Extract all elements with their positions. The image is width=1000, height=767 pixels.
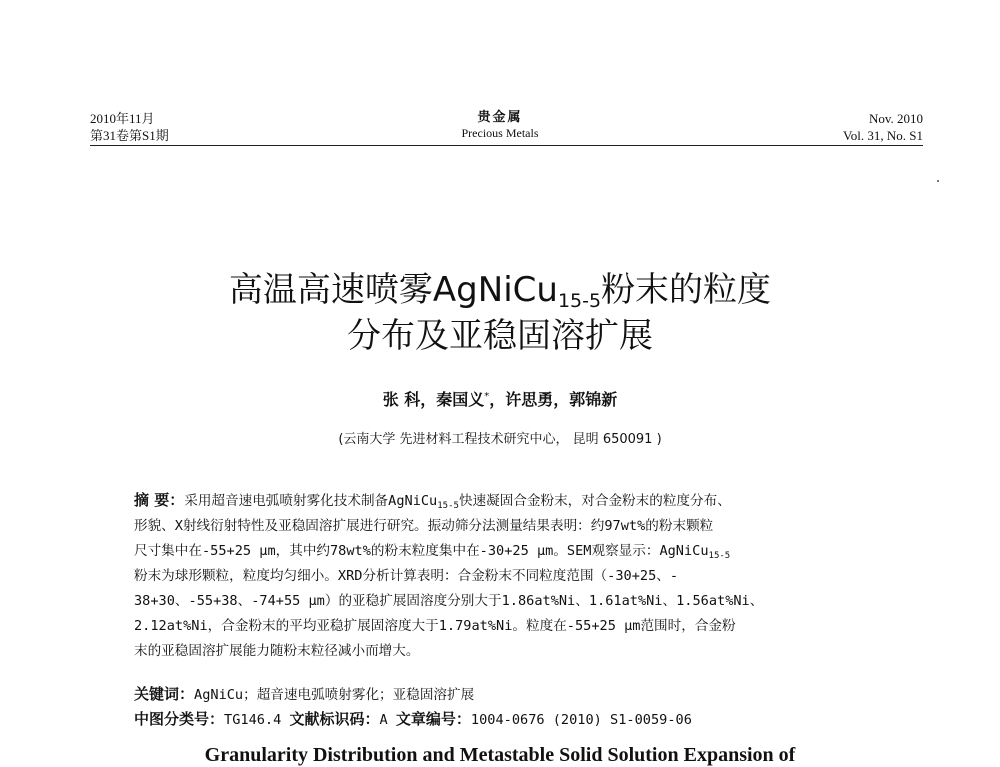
keywords-value: AgNiCu；超音速电弧喷射雾化；亚稳固溶扩展 xyxy=(194,687,475,703)
author-rest: ，许思勇，郭锦新 xyxy=(489,390,618,409)
corresponding-mark: * xyxy=(484,391,490,402)
header-volume-cn: 第31卷第S1期 xyxy=(90,128,169,143)
article-number-label: 文章编号： xyxy=(395,710,471,728)
abstract-line-2: 形貌、X射线衍射特性及亚稳固溶扩展进行研究。振动筛分法测量结果表明：约97wt%的粉末颗粒 xyxy=(134,518,714,534)
paper-title-line1 xyxy=(0,268,1000,312)
keywords-label: 关键词： xyxy=(134,685,195,703)
article-number-value: 1004-0676 (2010) S1-0059-06 xyxy=(470,712,692,728)
abstract-line-4: 粉末为球形颗粒，粒度均匀细小。XRD分析计算表明：合金粉末不同粒度范围（-30+25、- xyxy=(134,568,679,584)
header-date-volume-en xyxy=(843,110,923,144)
classification-info xyxy=(134,708,692,729)
abstract-line-5: 38+30、-55+38、-74+55 μm）的亚稳扩展固溶度分别大于1.86at%Ni、1.61at%Ni、1.56at%Ni、 xyxy=(134,593,764,609)
clc-value: TG146.4 xyxy=(224,712,290,728)
paper-title-line2: 分布及亚稳固溶扩展 xyxy=(347,316,653,356)
abstract-line-6: 2.12at%Ni，合金粉末的平均亚稳扩展固溶度大于1.79at%Ni。粒度在-55+25 μm范围时，合金粉 xyxy=(134,618,736,634)
author-list xyxy=(0,387,1000,410)
header-volume-en: Vol. 31, No. S1 xyxy=(843,128,923,143)
abstract-line-7: 末的亚稳固溶扩展能力随粉末粒径减小而增大。 xyxy=(134,643,420,659)
author-1: 张 科， xyxy=(382,390,437,409)
title-subscript: 15-5 xyxy=(557,290,602,312)
abstract-line-1 xyxy=(134,488,894,514)
journal-name-cn: 贵金属 xyxy=(477,109,523,124)
doc-code-label: 文献标识码： xyxy=(289,710,380,728)
abstract-text: 尺寸集中在-55+25 μm，其中约78wt%的粉末粒度集中在-30+25 μm。SEM观察显示：AgNiCu xyxy=(134,543,709,559)
scan-speck xyxy=(937,180,939,182)
title-prefix: 高温高速喷雾AgNiCu xyxy=(228,270,558,310)
abstract-text: 采用超音速电弧喷射雾化技术制备AgNiCu xyxy=(184,493,438,509)
abstract-text: 快速凝固合金粉末，对合金粉末的粒度分布、 xyxy=(458,493,731,509)
abstract-line-3 xyxy=(134,539,894,564)
header-date: 2010年11月 xyxy=(90,111,155,126)
abstract xyxy=(134,488,894,664)
journal-name-en: Precious Metals xyxy=(461,126,539,140)
header-rule xyxy=(90,145,923,146)
clc-label: 中图分类号： xyxy=(134,710,225,728)
abstract-subscript: 15-5 xyxy=(437,501,459,511)
title-suffix: 粉末的粒度 xyxy=(601,270,772,310)
affiliation: (云南大学 先进材料工程技术研究中心， 昆明 650091 ) xyxy=(338,432,662,447)
doc-code-value: A xyxy=(379,712,396,728)
english-title: Granularity Distribution and Metastable Solid Solution Expansion of xyxy=(204,744,796,766)
header-date-en: Nov. 2010 xyxy=(868,111,923,126)
abstract-subscript: 15-5 xyxy=(708,551,731,561)
author-2: 秦国义 xyxy=(436,390,485,409)
abstract-label: 摘 要： xyxy=(134,491,185,509)
keywords xyxy=(134,683,474,704)
